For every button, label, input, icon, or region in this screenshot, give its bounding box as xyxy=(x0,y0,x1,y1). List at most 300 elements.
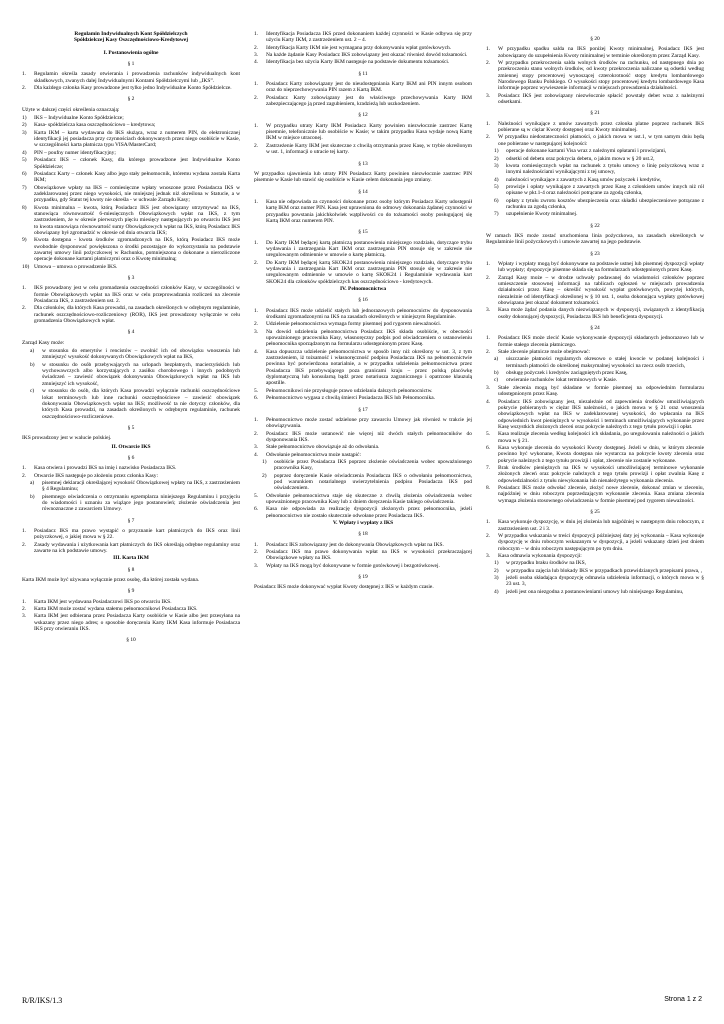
item-text: Kasa dopuszcza udzielenie pełnomocnictwa w sposób inny niż określony w ust. 3, z tym zastrzeżeniem, iż tożsamość i własnoręczność podpisu Posiadacza IKS na pełnomocnictwie powinna być potwierdzona notarialnie, a w przypadku udzielenia pełnomocnictwa przez Posiadacza IKS przebywającego poza granicami kraju – przez polską placówkę dyplomatyczną lub konsularną bądź przez notariusza zagranicznego i opatrzone klauzulą apostille. xyxy=(266,348,472,387)
list-item xyxy=(254,52,472,58)
item-number: 3) xyxy=(494,162,499,169)
item-number: 4. xyxy=(254,348,259,355)
sub-item xyxy=(486,377,704,383)
item-number: 3. xyxy=(486,384,491,391)
item-text: pisemnego oświadczenia o otrzymaniu egzemplarza niniejszego Regulaminu i przyjęciu do wiadomości i uznaniu za wiążące jego postanowień; złożenie oświadczenia jest równoznaczne z zawarciem Umowy. xyxy=(42,493,240,513)
item-text: Umowa – umowa o prowadzenie IKS. xyxy=(34,263,118,270)
item-number: 3) xyxy=(494,575,499,582)
item-number: 6) xyxy=(22,170,27,177)
list-item xyxy=(22,305,240,324)
sub-item xyxy=(486,184,704,197)
item-text: Wpłaty i wypłaty mogą być dokonywane na podstawie ustnej lub pisemnej dyspozycji wpłaty lub wypłaty; dyspozycje pisemne składa się na formularzach udostępnionych przez Kasę. xyxy=(498,260,704,274)
sub-item xyxy=(486,163,704,176)
item-text: Wpłaty na IKS mogą być dokonywane w formie gotówkowej i bezgotówkowej. xyxy=(266,562,440,569)
item-number: 1. xyxy=(254,81,259,88)
item-number: 2. xyxy=(22,305,27,312)
item-number: 6) xyxy=(494,197,499,204)
paragraph: W przypadku ujawnienia lub utraty PIN Posiadacz Karty powinien niezwłocznie zastrzec PIN pisemnie w Kasie lub stawić się osobiście w Kasie celem dokonania jego zmiany. xyxy=(254,170,472,184)
list-item xyxy=(486,533,704,552)
sub-item xyxy=(486,589,704,595)
item-number: 4) xyxy=(22,149,27,156)
list-item xyxy=(254,240,472,259)
item-number: 5) xyxy=(22,157,27,164)
chapter-heading: II. Otwarcie IKS xyxy=(111,443,151,450)
item-number: 1. xyxy=(254,541,259,548)
item-number: 4. xyxy=(254,451,259,458)
item-number: 1. xyxy=(486,335,491,342)
list-item xyxy=(486,307,704,320)
column-middle xyxy=(254,31,472,991)
item-text: uzupełnienie Kwoty minimalnej. xyxy=(506,211,578,218)
paragraph: IKS prowadzony jest w walucie polskiej. xyxy=(22,435,112,442)
item-number: 6. xyxy=(254,506,259,513)
item-text: Kasa- spółdzielcza kasa oszczędnościowo – kredytowa; xyxy=(34,122,156,129)
item-number: 2. xyxy=(22,85,27,92)
item-text: Posiadacz IKS zobowiązany jest do dokonywania Obowiązkowych wpłat na IKS. xyxy=(266,541,444,548)
list-item xyxy=(254,542,472,548)
item-text: Kasa odmawia wykonania dyspozycji: xyxy=(498,553,582,560)
paragraph: Użyte w dalszej części określenia oznaczają: xyxy=(22,106,120,113)
item-text: Zastrzeżenie Karty IKM jest skuteczne z chwilą otrzymania przez Kasę, w trybie określonym w ust. 1, informacji o utracie tej karty. xyxy=(266,142,472,156)
chapter-heading: I. Postanowienia ogólne xyxy=(103,49,159,56)
item-text: Udzielenie pełnomocnictwa wymaga formy pisemnej pod rygorem nieważności. xyxy=(266,321,442,328)
list-item xyxy=(486,275,704,307)
item-text: Posiadacz IKS ma prawo wystąpić o przyznanie kart płatniczych do IKS oraz linii pożyczkowej, o jakiej mowa w § 22. xyxy=(34,528,240,541)
item-number: 2. xyxy=(486,349,491,356)
item-text: w stosunku do osób, dla których Kasa prowadzi wyłącznie rachunki oszczędnościowe lokat terminowych lub inne rachunki oszczędnościowe – zawiesić obowiązek dokonywania Obowiązkowych wpłat na IKS; możliwość ta nie dotyczy członków, dla których Kasa prowadzi, na zasadach określonych w odrębnym regulaminie, rachunek oszczędnościowo-rozliczeniowe. xyxy=(42,388,240,420)
item-text: Kasa otwiera i prowadzi IKS na imię i nazwisko Posiadacza IKS. xyxy=(34,465,177,472)
list-item xyxy=(22,115,240,121)
item-text: Posiadacz Karty – członek Kasy albo jego stały pełnomocnik, któremu wydana została Karta IKM; xyxy=(34,170,240,184)
item-number: 2. xyxy=(254,321,259,328)
item-text: Na każde żądanie Kasy Posiadacz IKS zobowiązany jest okazać również dowód tożsamości. xyxy=(266,52,468,59)
item-text: Posiadacz IKS – członek Kasy, dla którego prowadzone jest Indywidualne Konto Spółdzielcze; xyxy=(34,157,240,170)
item-number: 2. xyxy=(486,533,491,540)
item-number: 1. xyxy=(254,122,259,129)
sub-item xyxy=(486,560,704,566)
list-item xyxy=(22,237,240,262)
list-item xyxy=(254,31,472,44)
item-text: Identyfikacja bez użycia Karty IKM następuje na podstawie dokumentu tożsamości. xyxy=(266,59,450,66)
sub-item xyxy=(486,198,704,211)
item-number: 9) xyxy=(22,237,27,244)
item-text: Posiadacz Karty zobowiązany jest do właściwego przechowywania Karty IKM zabezpieczającego ją przed zagubieniem, kradzieżą lub uszkodzeniem. xyxy=(266,94,472,108)
item-text: Odwołanie pełnomocnictwa może nastąpić: xyxy=(266,451,361,458)
item-number: a) xyxy=(30,479,35,486)
item-number: 8. xyxy=(486,484,491,491)
item-number: 2. xyxy=(254,142,259,149)
list-item xyxy=(486,485,704,504)
section-number: § 9 xyxy=(127,588,135,595)
item-text: Kwota dostępna - kwota środków zgromadzonych na IKS, którą Posiadacz IKS może swobodnie dysponować powiększona o środki pozostające do wykorzystania na podstawie zawartej umowy linii pożyczkowej w Rachunku, pomniejszona o dokonane a nierozliczone operacje dokonane kartami płatniczymi oraz o Kwotę minimalną; xyxy=(34,237,240,263)
item-text: Kwota minimalna – kwota, którą Posiadacz IKS jest obowiązany utrzymywać na IKS, stanowiąca równowartość 6-miesięcznych Obowiązkowych wpłat na IKS, z tym zastrzeżeniem, że w okresie pierwszych pięciu miesięcy następujących po otwarciu IKS jest to kwota stanowiąca równowartość sumy Obowiązkowych wpłat na IKS, którą Posiadacz IKS obowiązany był zgromadzić w okresie od dnia otwarcia IKS; xyxy=(34,204,240,236)
list-item xyxy=(22,71,240,84)
item-number: 2. xyxy=(486,134,491,141)
list-item xyxy=(486,349,704,355)
item-text: odsetki od debetu oraz pokrycia debetu, o jakim mowa w § 20 ust.2, xyxy=(506,155,655,162)
section-number: § 5 xyxy=(127,424,135,431)
item-number: 7. xyxy=(486,464,491,471)
list-item xyxy=(254,417,472,430)
list-item xyxy=(22,599,240,605)
list-item xyxy=(254,81,472,94)
section-number: § 1 xyxy=(127,61,135,68)
list-item xyxy=(254,444,472,450)
item-text: Karta IKM jest wydawana Posiadaczowi IKS po otwarciu IKS. xyxy=(34,598,172,605)
list-item xyxy=(254,260,472,285)
sub-item xyxy=(254,459,472,472)
list-item xyxy=(486,60,704,92)
list-item xyxy=(486,553,704,559)
item-number: c) xyxy=(30,388,35,395)
item-text: Kasa wykonuje zlecenia do wysokości Kwoty dostępnej. Jeżeli w dniu, w którym zlecenie powinno być wykonane, Kwota dostępna nie wystarcza na pokrycie kwoty zlecenia oraz pokrycie należnych z tego tytułu prowizji i opłat, zlecenie nie zostanie wykonane. xyxy=(498,444,704,464)
item-text: Karta IKM jest odbierana przez Posiadacza Karty osobiście w Kasie albo jest przesyłana na wskazany przez niego adres; o sposobie doręczenia Karty IKM Kasa informuje Posiadacza IKS przy otwieraniu IKS. xyxy=(34,613,240,633)
item-number: 1) xyxy=(494,148,499,155)
list-item xyxy=(486,46,704,59)
item-number: 4. xyxy=(486,398,491,405)
section-number: § 21 xyxy=(590,110,600,117)
item-number: 3. xyxy=(486,92,491,99)
list-item xyxy=(486,261,704,274)
list-item xyxy=(486,465,704,484)
item-text: Stałe pełnomocnictwo obowiązuje aż do odwołania. xyxy=(266,444,380,451)
item-number: 3. xyxy=(22,613,27,620)
item-number: 2. xyxy=(254,259,259,266)
item-text: Brak środków pieniężnych na IKS w wysokości umożliwiającej terminowe wykonanie złożonych zleceń oraz pokrycie należnych z tego tytułu prowizji i opłat zwalnia Kasę z odpowiedzialności z tytułu niewykonania lub nienależytego wykonania zlecenia. xyxy=(498,464,704,484)
item-number: 2. xyxy=(22,472,27,479)
sub-item xyxy=(486,148,704,154)
item-text: poprzez doręczenie Kasie oświadczenia Posiadacza IKS o odwołaniu pełnomocnictwa, pod warunkiem notarialnego uwierzytelnienia podpisu Posiadacza IKS pod oświadczeniem. xyxy=(274,472,472,492)
section-number: § 2 xyxy=(127,96,135,103)
item-number: 1. xyxy=(22,285,27,292)
item-number: 6. xyxy=(254,395,259,402)
item-number: 1. xyxy=(22,598,27,605)
section-number: § 12 xyxy=(358,112,368,119)
item-number: 2. xyxy=(486,60,491,67)
item-number: 3. xyxy=(254,52,259,59)
item-number: 1. xyxy=(486,120,491,127)
item-text: IKS – Indywidualne Konto Spółdzielcze; xyxy=(34,115,124,122)
item-text: Kasa nie odpowiada za realizację dyspozycji złożonych przez pełnomocnika, jeżeli pełnomocnictwo nie zostało skutecznie odwołane przez Posiadacza IKS. xyxy=(266,506,472,519)
sub-item xyxy=(486,177,704,183)
item-text: jeżeli osoba składająca dyspozycję odmawia udzielenia informacji, o których mowa w § 23 ust. 3, xyxy=(506,575,704,588)
item-text: IKS prowadzony jest w celu gromadzenia oszczędności członków Kasy, w szczególności w formie Obowiązkowych wpłat na IKS oraz w celu przeprowadzania rozliczeń na zlecenie Posiadacza IKS, z zastrzeżeniem ust. 2. xyxy=(34,285,240,305)
item-number: 5. xyxy=(254,492,259,499)
page-number: Strona 1 z 2 xyxy=(664,996,702,1003)
list-item xyxy=(486,399,704,431)
item-text: Dla każdego członka Kasy prowadzone jest tylko jedno Indywidualne Konto Spółdzielcze. xyxy=(34,85,232,92)
item-number: 7) xyxy=(494,211,499,218)
item-text: jeżeli jest ona niezgodna z postanowieniami umowy lub niniejszego Regulaminu, xyxy=(506,588,684,595)
item-text: w przypadku zajęcia lub blokady IKS w przypadkach przewidzianych przepisami prawa, , xyxy=(506,567,703,574)
item-text: kwota comiesięcznych wpłat na rachunek z tytułu umowy o linię pożyczkową wraz z innymi należnościami wynikającymi z tej umowy, xyxy=(506,162,704,176)
item-text: Kasa może żądać podania danych niezwiązanych w dyspozycji, związanych z identyfikacją osoby dokonującej dyspozycji, Posiadacza IKS lub beneficjenta dyspozycji. xyxy=(498,307,704,320)
list-item xyxy=(486,93,704,106)
section-number: § 25 xyxy=(590,509,600,515)
item-number: 7) xyxy=(22,184,27,191)
chapter-heading: IV. Pełnomocnictwa xyxy=(339,286,387,292)
document-code: R/R/IKS/1.3 xyxy=(22,996,63,1005)
sub-item xyxy=(22,480,240,493)
item-number: 2) xyxy=(494,567,499,574)
item-number: 3. xyxy=(486,307,491,314)
item-number: 5) xyxy=(494,183,499,190)
list-item xyxy=(486,431,704,444)
list-item xyxy=(22,465,240,471)
section-number: § 22 xyxy=(590,222,600,229)
item-number: c) xyxy=(494,377,499,384)
item-text: otwieranie rachunków lokat terminowych w Kasie. xyxy=(506,377,618,384)
section-number: § 8 xyxy=(127,566,135,573)
sub-item xyxy=(486,575,704,588)
item-text: operacje dokonane kartami Visa wraz z należnymi opłatami i prowizjami, xyxy=(506,148,667,155)
item-number: 1. xyxy=(22,465,27,472)
list-item xyxy=(254,506,472,519)
list-item xyxy=(22,205,240,237)
item-number: 2. xyxy=(254,549,259,556)
item-number: 1. xyxy=(254,198,259,205)
sub-item xyxy=(486,211,704,217)
list-item xyxy=(254,388,472,394)
item-text: Zarząd Kasy może – w drodze uchwały podawanej do wiadomości członków poprzez umieszczenie stosownej informacji na tablicach ogłoszeń w miejscach prowadzenia działalności przez Kasę – określić wysokość wypłat gotówkowych, powyżej których, niezależnie od identyfikacji określonej w § 10 ust. 1, osoba dokonująca wypłaty gotówkowej obowiązana jest okazać dokument tożsamości. xyxy=(498,274,704,307)
item-number: 1. xyxy=(254,31,259,37)
sub-item xyxy=(486,356,704,369)
list-item xyxy=(22,122,240,128)
item-number: 2. xyxy=(254,44,259,51)
list-item xyxy=(486,121,704,134)
list-item xyxy=(22,613,240,632)
chapter-heading: V. Wpłaty i wypłaty z IKS xyxy=(332,520,394,526)
list-item xyxy=(22,171,240,184)
section-number: § 3 xyxy=(127,275,135,281)
section-number: § 20 xyxy=(590,36,600,42)
item-text: PIN – poufny numer identyfikacyjny; xyxy=(34,149,116,156)
item-text: prowizje i opłaty wynikające z zawartych przez Kasę z członkiem umów innych niż ról opisane w pkt.1-4 oraz należności potrącane za zgodą członka, xyxy=(506,183,704,197)
list-item xyxy=(22,130,240,149)
item-number: 2. xyxy=(486,274,491,281)
sub-item xyxy=(486,156,704,162)
list-item xyxy=(254,143,472,156)
section-number: § 6 xyxy=(127,454,135,461)
sub-item xyxy=(486,370,704,376)
column-right xyxy=(486,31,704,991)
list-item xyxy=(22,264,240,270)
list-item xyxy=(22,528,240,541)
list-item xyxy=(254,493,472,506)
section-number: § 24 xyxy=(590,325,600,332)
item-text: W przypadku przekroczenia salda wolnych środków na rachunku, od następnego dnia po przekroczeniu stanu wolnych środków, od kwoty przekroczenia naliczane są odsetki według zmiennej stopy procentowej wynoszącej czterokrotność stopy kredytu lombardowego Narodowego Banku Polskiego. O wysokości stopy procentowej kredytu lombardowego Kasa informuje poprzez wywieszenie informacji w miejscach prowadzenia działalności. xyxy=(498,60,704,92)
sub-item xyxy=(22,494,240,513)
item-number: 1. xyxy=(254,307,259,314)
section-number: § 7 xyxy=(127,517,135,524)
list-item xyxy=(22,157,240,170)
section-number: § 14 xyxy=(358,188,368,195)
item-number: 1. xyxy=(22,528,27,534)
item-number: a) xyxy=(494,356,499,363)
item-text: Kasa wykonuje dyspozycję, w dniu jej złożenia lub najpóźniej w następnym dniu roboczym, z zastrzeżeniem ust. 2 i 3. xyxy=(498,519,704,532)
item-text: W przypadku wskazania w treści dyspozycji późniejszej daty jej wykonania – Kasa wykonuje dyspozycję w dniu roboczym wskazanym w dyspozycji, a jeżeli wskazany dzień jest dniem roboczym – w dniu roboczym następującym po tym dniu. xyxy=(498,533,704,552)
section-number: § 15 xyxy=(358,229,368,236)
item-text: W przypadku spadku salda na IKS poniżej Kwoty minimalnej, Posiadacz IKS jest zobowiązany do uzupełnienia Kwoty minimalnej w terminie określonym przez Zarząd Kasy. xyxy=(498,46,704,59)
section-number: § 10 xyxy=(126,637,136,644)
item-number: 1) xyxy=(22,115,27,122)
item-number: 5. xyxy=(486,431,491,438)
item-number: 4) xyxy=(494,176,499,183)
item-text: Posiadacz IKS jest zobowiązany niezwłocznie spłacić powstały debet wraz z należnymi odsetkami. xyxy=(498,92,704,106)
paragraph: Posiadacz IKS może dokonywać wypłat Kwoty dostępnej z IKS w każdym czasie. xyxy=(254,584,434,591)
item-number: 1. xyxy=(486,519,491,526)
item-number: 3) xyxy=(22,129,27,136)
item-number: b) xyxy=(494,370,499,377)
list-item xyxy=(254,95,472,108)
item-text: Pełnomocnictwo wygasa z chwilą śmierci Posiadacza IKS lub Pełnomocnika. xyxy=(266,395,435,402)
item-text: Do Karty IKM będącej kartą płatniczą postanowienia niniejszego rozdziału, dotyczące trybu wydawania i zastrzegania Kart IKM oraz zastrzegania PIN stosuje się w zakresie nie uregulowanym odmiennie w umowie o kartę płatniczą. xyxy=(266,239,472,259)
document-title xyxy=(22,31,240,44)
item-text: Kasa nie odpowiada za czynności dokonane przez osoby którym Posiadacz Karty udostępnił kartę IKM oraz numer PIN. Kasa jest uprawniona do odmowy dokonania żądanej czynności w przypadku powstania jakichkolwiek wątpliwości co do tożsamości osoby posługującej się Kartą IKM oraz numerem PIN. xyxy=(266,198,472,224)
list-item xyxy=(486,335,704,348)
item-number: 4. xyxy=(254,59,259,66)
item-text: Posiadacz Karty zobowiązany jest do nieudostępniania Karty IKM ani PIN innym osobom oraz do nieprzechowywania PIN razem z Kartą IKM. xyxy=(266,81,472,94)
item-text: obsługę pożyczek i kredytów zaciągniętych przez Kasę, xyxy=(506,370,628,377)
item-number: 1. xyxy=(22,71,27,78)
item-text: Posiadacz IKS zobowiązany jest, niezależnie od zapewnienia środków umożliwiających pokrycie pobieranych w ciężar IKS należności, o jakich mowa w § 21 oraz wnoszenia obowiązkowych wpłat na IKS w zadeklarowanej wysokości, do wpłacania na IKS odpowiednich kwot pieniężnych w wysokości i terminach umożliwiających wykonanie przez Kasę wszystkich złożonych zleceń oraz pokrycie należnych z tego tytułu prowizji i opłat. xyxy=(498,398,704,430)
item-text: Karta IKM – karta wydawana do IKS służąca, wraz z numerem PIN, do elektronicznej identyfikacji jej posiadacza przy czynnościach dokonywanych przez niego osobiście w Kasie, w szczególności karta płatnicza typu VISA/MasterCard; xyxy=(34,129,240,149)
sub-item xyxy=(22,362,240,387)
item-number: 2) xyxy=(262,472,267,479)
item-text: Identyfikacja Posiadacza IKS przed dokonaniem każdej czynności w Kasie odbywa się przy użyciu Karty IKM, z zastrzeżeniem ust. 2 – 4. xyxy=(266,31,472,44)
item-text: w stosunku do osób przebywających na urlopach bezpłatnych, macierzyńskich lub wychowawczych albo korzystających z zasiłku chorobowego i innych podobnych świadczeń – zawiesić obowiązek dokonywania Obowiązkowych wpłat na IKS lub zmniejszyć ich wysokość, xyxy=(42,361,240,387)
item-number: b) xyxy=(30,361,35,368)
item-text: Posiadacz IKS może zlecić Kasie wykonywanie dyspozycji składanych jednorazowo lub w formie stałego zlecenia płatniczego. xyxy=(498,335,704,348)
item-number: b) xyxy=(30,493,35,500)
sub-item xyxy=(254,473,472,492)
paragraph: Zarząd Kasy może: xyxy=(22,339,65,346)
title-line-2: Spółdzielczej Kasy Oszczędnościowo-Kredytowej xyxy=(73,37,189,44)
item-text: Odwołanie pełnomocnictwa staje się skuteczne z chwilą złożenia oświadczenia wobec upoważnionego pracownika Kasy lub z dniem doręczenia Kasie takiego oświadczenia. xyxy=(266,492,472,505)
item-number: 2) xyxy=(22,122,27,129)
list-item xyxy=(254,431,472,444)
list-item xyxy=(486,445,704,464)
item-text: Zasady wydawania i użytkowania kart płatniczych do IKS określają odrębne regulaminy oraz zawarte na ich podstawie umowy. xyxy=(34,541,240,555)
item-text: opłaty z tytułu zwrotu kosztów ubezpieczenia oraz składki ubezpieczeniowe potrącane z rachunku za zgodą członka, xyxy=(506,197,704,210)
list-item xyxy=(22,185,240,204)
item-text: Pełnomocnikowi nie przysługuje prawo udzielania dalszych pełnomocnictw. xyxy=(266,387,433,394)
paragraph: W ramach IKS może zostać uruchomiona linia pożyczkowa, na zasadach określonych w Regulaminie linii pożyczkowych i umowie zawartej na jego podstawie. xyxy=(486,232,704,246)
item-text: Stałe zlecenia mogą być składane w formie pisemnej na odpowiednim formularzu udostępnionym przez Kasę. xyxy=(498,384,704,398)
title-line-1: Regulamin Indywidualnych Kont Spółdzielczych xyxy=(74,31,188,37)
section-number: § 13 xyxy=(358,160,368,167)
list-item xyxy=(22,542,240,555)
item-text: Identyfikacja Karty IKM nie jest wymagana przy dokonywaniu wpłat gotówkowych. xyxy=(266,44,452,51)
item-text: Posiadacz IKS może ustanowić nie więcej niż dwóch stałych pełnomocników do dysponowania IKS. xyxy=(266,430,472,443)
item-number: 5. xyxy=(254,387,259,394)
item-number: 1. xyxy=(486,260,491,267)
item-text: Do Karty IKM będącej kartą SKOK24 postanowienia niniejszego rozdziału, dotyczące trybu wydawania i zastrzegania Kart IKM oraz zastrzegania PIN stosuje się w zakresie nie uregulowanym odmiennie w umowie o kartę SKOK24 i Regulaminie wydawania kart SKOK24 dla członków spółdzielczych kas oszczędnościowo - kredytowych. xyxy=(266,259,472,285)
item-text: Kasa realizuje zlecenia według kolejności ich składania, po uregulowaniu należności o jakich mowa w § 21. xyxy=(498,431,704,444)
list-item xyxy=(486,385,704,398)
list-item xyxy=(254,308,472,321)
item-number: 2) xyxy=(494,155,499,162)
item-text: Dla członków, dla których Kasa prowadzi, na zasadach określonych w odrębnym regulaminie, rachunek oszczędnościowo-rozliczeniowy (ROR), IKS jest prowadzony wyłącznie w celu gromadzenia Obowiązkowych wpłat. xyxy=(34,305,240,325)
item-text: Pełnomocnictwo może zostać udzielone przy zawarciu Umowy jak również w trakcie jej obowiązywania. xyxy=(266,416,472,430)
list-item xyxy=(254,123,472,142)
item-number: 8) xyxy=(22,204,27,211)
item-number: 1) xyxy=(262,458,267,465)
item-number: 1. xyxy=(254,239,259,246)
item-text: osobiście przez Posiadacza IKS poprzez złożenie oświadczenia wobec upoważnionego pracownika Kasy, xyxy=(274,458,472,472)
list-item xyxy=(22,285,240,304)
item-text: Na dowód udzielenia pełnomocnictwa Posiadacz IKS składa osobiście, w obecności upoważnionego pracownika Kasy, własnoręczny podpis pod oświadczeniem o ustanowieniu pełnomocnika sporządzonym na formularzu udostępnionym przez Kasę. xyxy=(266,328,472,348)
item-number: 3. xyxy=(486,553,491,560)
item-number: 3. xyxy=(254,328,259,335)
item-number: 1) xyxy=(494,560,499,567)
section-number: § 19 xyxy=(358,574,368,581)
chapter-heading: III. Karta IKM xyxy=(113,555,149,562)
item-text: należności wynikające z zawartych z Kasą umów pożyczek i kredytów, xyxy=(506,176,662,183)
item-text: W przypadku utraty Karty IKM Posiadacz Karty powinien niezwłocznie zastrzec Kartę pisemnie, telefonicznie lub osobiście w Kasie; w takim przypadku Kasa wydaje nową Kartę IKM w miejsce utraconej. xyxy=(266,122,472,142)
item-number: 2. xyxy=(22,606,27,613)
item-text: Posiadacz IKS ma prawo dokonywania wpłat na IKS w wysokości przekraczającej Obowiązkowe wpłaty na IKS. xyxy=(266,549,472,562)
item-text: Karta IKM może zostać wydana stałemu pełnomocnikowi Posiadacza IKS. xyxy=(34,606,198,613)
item-text: pisemnej deklaracji określającej wysokość Obowiązkowej wpłaty na IKS, z zastrzeżeniem § 4 Regulaminu; xyxy=(42,479,240,493)
item-number: 6. xyxy=(486,444,491,451)
list-item xyxy=(486,519,704,532)
list-item xyxy=(254,59,472,65)
item-number: 2. xyxy=(22,541,27,548)
item-number: 2. xyxy=(254,94,259,101)
item-text: Obowiązkowe wpłaty na IKS – comiesięczne wpłaty wnoszone przez Posiadacza IKS w zadeklarowanej przez niego wysokości, nie mniejszej jednak niż określona w Statucie, a w przypadku, gdy Statut tej kwoty nie określa - w uchwale Zarządu Kasy; xyxy=(34,184,240,204)
list-item xyxy=(22,150,240,156)
section-number: § 17 xyxy=(358,406,368,413)
list-item xyxy=(254,321,472,327)
item-text: W przypadku niedostateczności płatności, o jakich mowa w ust.1, w tym samym dniu będą one pobierane w następującej kolejności: xyxy=(498,134,704,147)
list-item xyxy=(254,395,472,401)
sub-item xyxy=(22,348,240,361)
item-text: Otwarcie IKS następuje po złożeniu przez członka Kasy: xyxy=(34,472,158,479)
list-item xyxy=(22,85,240,91)
section-number: § 16 xyxy=(358,297,368,304)
item-text: Posiadacz IKS może udzielić stałych lub jednorazowych pełnomocnictw do dysponowania środkami zgromadzonymi na IKS na zasadach określonych w niniejszym Regulaminie. xyxy=(266,307,472,321)
section-number: § 4 xyxy=(127,329,135,336)
item-text: Posiadacz IKS może odwołać zlecenie, złożyć nowe zlecenie, dokonać zmian w zleceniu, najpóźniej w dniu roboczym poprzedzającym wykonanie zlecenia. Kasa zmiana zlecenia wymaga złożenia stosownego oświadczenia w formie pisemnej pod rygorem nieważności. xyxy=(498,484,704,504)
list-item xyxy=(254,329,472,348)
list-item xyxy=(22,606,240,612)
list-item xyxy=(254,199,472,224)
list-item xyxy=(254,349,472,387)
sub-item xyxy=(486,568,704,574)
list-item xyxy=(254,45,472,51)
item-number: 4) xyxy=(494,588,499,595)
list-item xyxy=(22,473,240,479)
item-number: a) xyxy=(30,348,35,355)
item-text: Stałe zlecenie płatnicze może obejmować: xyxy=(498,349,591,356)
section-number: § 11 xyxy=(358,70,368,77)
list-item xyxy=(254,452,472,458)
item-number: 3. xyxy=(254,444,259,451)
item-text: uiszczanie płatności regularnych okresowo o stałej kwocie w podanej kolejności i terminach płatności do określonej maksymalnej wysokości na rzecz osób trzecich, xyxy=(506,356,704,369)
item-number: 2. xyxy=(254,430,259,437)
sub-item xyxy=(22,388,240,420)
item-text: w stosunku do emerytów i rencistów – zwolnić ich od obowiązku wnoszenia lub zmniejszyć wysokość dokonywanych Obowiązkowych wpłat na IKS, xyxy=(42,348,240,361)
section-number: § 18 xyxy=(358,531,368,538)
list-item xyxy=(254,563,472,569)
item-text: Regulamin określa zasady otwierania i prowadzenia rachunków indywidualnych kont składkowych, zwanych dalej Indywidualnymi Kontami Spółdzielczymi lub „IKS”. xyxy=(34,71,240,84)
list-item xyxy=(486,134,704,147)
column-left xyxy=(22,31,240,991)
item-number: 1. xyxy=(254,416,259,423)
list-item xyxy=(254,549,472,562)
item-text: Należności wynikające z umów zawartych przez członka platne poprzez rachunek IKS pobierane są w ciężar Kwoty dostępnej oraz Kwoty minimalnej. xyxy=(498,120,704,134)
